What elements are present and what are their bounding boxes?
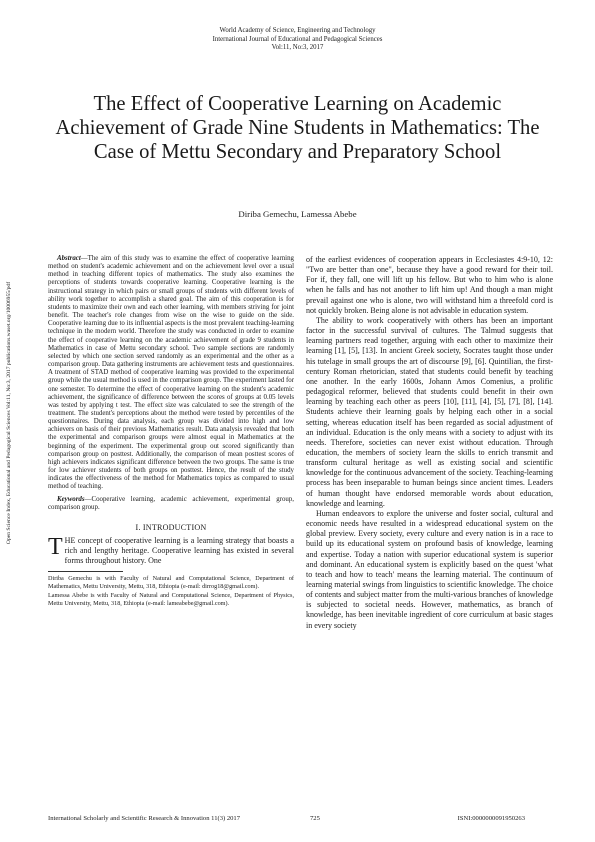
keywords-label: Keywords (57, 495, 85, 503)
header-line-3: Vol:11, No:3, 2017 (271, 44, 324, 52)
left-column (48, 255, 294, 607)
footnote-divider (48, 571, 123, 572)
side-watermark (2, 245, 16, 580)
drop-cap: T (48, 534, 63, 561)
header-line-1: World Academy of Science, Engineering and Technology (219, 27, 376, 34)
header-line-2: International Journal of Educational and Pedagogical Sciences (212, 35, 383, 43)
footnote-author-1: Diriba Gemechu is with Faculty of Natural and Computational Science, Department of Mathematics, Mettu University, Mettu, 318, Ethiopia (e-mail: dirrog18@gmail.com). (48, 575, 294, 590)
abstract-label: Abstract (57, 255, 81, 262)
introduction-paragraph (48, 536, 294, 566)
introduction-text: HE concept of cooperative learning is a learning strategy that boasts a rich and lengthy heritage. Cooperative learning has existed in several forms throughout history. One (64, 536, 294, 566)
body-paragraph-3: Human endeavors to explore the universe and foster social, cultural and economic needs have resulted in a widespread educational system on the global preview. Every society, every culture and every nation is in a race to build up its educational system on profound basis of knowledge, learning and expertise. Today a nation with superior educational system is superior and dominant. An educational system is explicitly based on the quest 'what to teach and how to teach' means the learning material. The continuum of learning material swings from linguistics to scientific knowledge. The choice of contents and subject matter from the multi-various branches of knowledge is subjected to societal needs. However, mathematics, as branch of knowledge, has been inevitable ingredient of core curriculum at basic stages in every society (306, 508, 553, 630)
right-column (306, 255, 553, 631)
footer-publisher: International Scholarly and Scientific Research & Innovation 11(3) 2017 (48, 815, 241, 822)
abstract-text: —The aim of this study was to examine the effect of cooperative learning method on student's academic achievement and on the achievement level over a usual method in teaching different topics of mathematics. The study also examines the perceptions of students towards cooperative learning. Cooperative learning is the instructional strategy in which pairs or small groups of students with different levels of ability work together to accomplish a shared goal. The aim of this cooperation is for students to maximize their own and each other learning, with members striving for joint benefit. The teacher's role changes from wise on the wise to guide on the side. Cooperative learning due to its influential aspects is the most prevalent teaching-learning technique in the modern world. Therefore the study was conducted in order to examine the effect of cooperative learning on the academic achievement of grade 9 students in Mathematics in case of Mettu secondary school. Two sample sections are randomly selected by which one section served randomly as an experimental and the other as a comparison group. Data gathering instruments are achievement tests and questionnaires. A treatment of STAD method of cooperative learning was provided to the experimental group while the usual method is used in the comparison group. The experiment lasted for one semester. To determine the effect of cooperative learning on the student's academic achievement, the significance of difference between the scores of groups at 0.05 levels was tested by applying t test. The effect size was calculated to see the strength of the treatment. The student's perceptions about the method were tested by percentiles of the questionnaires. During data analysis, each group was divided into high and low achievers on basis of their previous Mathematics result. Data analysis revealed that both the experimental and comparison groups were almost equal in Mathematics at the beginning of the experiment. The experimental group out scored significantly than comparison group on posttest. Additionally, the comparison of mean posttest scores of high achievers indicates significant difference between the two groups. The same is true for low achiever students of both groups on posttest. Hence, the result of the study indicates the effectiveness of the method for Mathematics topics as compared to usual method of teaching. (48, 255, 294, 491)
abstract (48, 255, 294, 492)
section-heading-introduction: I. INTRODUCTION (135, 523, 207, 533)
footer-isni: ISNI:0000000091950263 (457, 815, 525, 822)
footnote-author-2: Lamessa Abebe is with Faculty of Natural and Computational Science, Department of Physics, Mettu University, Mettu, 318, Ethiopia (e-mail: lameabebe@gmail.com). (48, 592, 294, 607)
page-number: 725 (310, 815, 320, 822)
journal-header (0, 27, 595, 53)
keywords-text: —Cooperative learning, academic achievement, experimental group, comparison group. (48, 495, 294, 511)
keywords (48, 496, 294, 513)
author-list: Diriba Gemechu, Lamessa Abebe (238, 209, 357, 219)
body-paragraph-2: The ability to work cooperatively with others has been an important factor in the successful survival of cultures. The Talmud suggests that learning partners read together, arguing with each other to maximize their learning [1], [5], [13]. In ancient Greek society, Socrates taught those under his tutelage in small groups the art of discourse [9], [6]. Quintilian, the first-century Roman rhetorician, stated that students could benefit by teaching one another. In the early 1600s, Johann Amos Comenius, a prolific pedagogical reformer, believed that students could benefit in their own learning by teaching each other as peers [10], [11], [4], [5], [7], [8], [14]. Students achieve their learning goals by helping each other in a social setting, whereas education itself has been regarded as social adjustment of an individual. Education is the only means with a society to adjust with its needs. Therefore, societies can never exist without education. Through education, the members of society learn the skills to enrich transmit and transform cultural heritage as well as existing social and scientific knowledge for the continuous advancement of the society. Teaching-learning process has been inseparable to human beings since ancient times. Leaders of human thought have endorsed memorable words about education, knowledge and learning. (306, 315, 553, 508)
side-watermark-text: Open Science Index, Educational and Pedagogical Sciences Vol:11, No:3, 2017 publications.waset.org/10006955/pdf (6, 281, 12, 544)
body-paragraph-1: of the earliest evidences of cooperation appears in Ecclesiastes 4:9-10, 12: "Two are better than one", because they have a good reward for their toil. For if, they fall, one will lift up his fellow. But who to him who is alone when he falls and has not another to lift him up! And though a man might prevail against one who is alone, two will withstand him a threefold cord is not quickly broken. Being alone is not advisable in education system. (306, 255, 553, 315)
paper-title: The Effect of Cooperative Learning on Academic Achievement of Grade Nine Students in Mathematics: The Case of Mettu Secondary and Preparatory School (55, 93, 540, 164)
